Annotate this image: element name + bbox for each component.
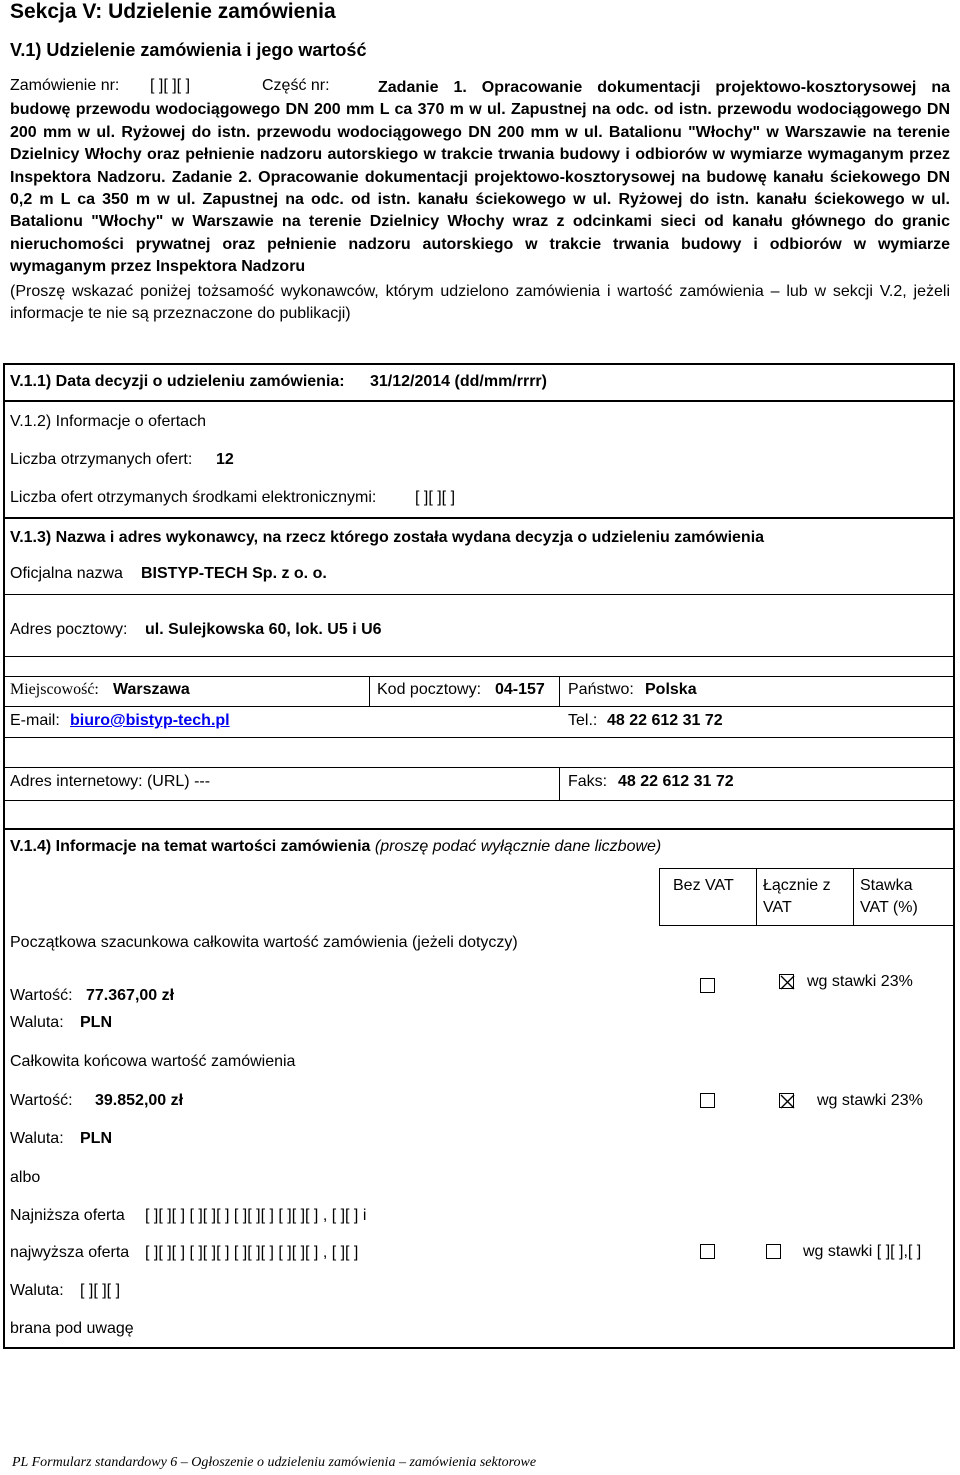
email-link[interactable]: biuro@bistyp-tech.pl (70, 712, 230, 729)
divider-city-postal (369, 676, 370, 707)
url-label: Adres internetowy: (URL) --- (10, 773, 211, 790)
v112-title: V.1.2) Informacje o ofertach (10, 413, 206, 430)
tel-value: 48 22 612 31 72 (607, 712, 723, 729)
postal-code-label: Kod pocztowy: (377, 681, 482, 698)
final-net-checkbox[interactable] (700, 1093, 715, 1108)
lowest-offer-label: Najniższa oferta (10, 1207, 125, 1224)
header-table-bottom (659, 925, 953, 926)
range-currency-value: [ ][ ][ ] (80, 1282, 121, 1299)
col-rate-header-2: VAT (%) (860, 899, 918, 916)
official-name-value: BISTYP-TECH Sp. z o. o. (141, 565, 327, 582)
box-left-border (3, 363, 5, 1349)
final-value-label: Wartość: (10, 1092, 73, 1109)
considered-label: brana pod uwagę (10, 1320, 134, 1337)
section-title: Sekcja V: Udzielenie zamówienia (10, 0, 336, 23)
final-currency-value: PLN (80, 1130, 112, 1147)
divider-email (3, 737, 955, 738)
fax-value: 48 22 612 31 72 (618, 773, 734, 790)
final-value-heading: Całkowita końcowa wartość zamówienia (10, 1053, 296, 1070)
initial-rate: wg stawki 23% (807, 973, 913, 990)
check-x-icon (780, 1094, 795, 1109)
range-net-checkbox[interactable] (700, 1244, 715, 1259)
final-gross-checkbox[interactable] (779, 1093, 794, 1108)
initial-currency-label: Waluta: (10, 1014, 64, 1031)
divider-url-bottom (3, 800, 955, 801)
subsection-title: V.1) Udzielenie zamówienia i jego wartość (10, 40, 367, 60)
col-gross-header-2: VAT (763, 899, 792, 916)
v111-value: 31/12/2014 (dd/mm/rrrr) (370, 373, 547, 390)
electronic-offers-label: Liczba ofert otrzymanych środkami elektronicznymi: (10, 489, 377, 506)
divider-postal-country (559, 676, 560, 707)
country-value: Polska (645, 681, 697, 698)
col-net-header: Bez VAT (673, 877, 734, 894)
tel-label: Tel.: (568, 712, 598, 729)
header-table-top (659, 868, 953, 869)
header-table-col2 (853, 868, 854, 926)
form-footer: PL Formularz standardowy 6 – Ogłoszenie o udzieleniu zamówienia – zamówienia sektorowe (12, 1455, 537, 1470)
order-description: Zadanie 1. Opracowanie dokumentacji projektowo-kosztorysowej na budowę przewodu wodociągowego DN 200 mm L ca 370 m w ul. Zapustnej na odc. od istn. przewodu wodociągowego DN 200 mm w ul. Ryżowej do istn. przewodu wodociągowego DN 200 mm w ul. Batalionu "Włochy" w Warszawie na terenie Dzielnicy Włochy oraz pełnienie nadzoru autorskiego w trakcie trwania budowy i odbiorów w wymiarze wymaganym przez Inspektora Nadzoru. Zadanie 2. Opracowanie dokumentacji projektowo-kosztorysowej na budowę kanału ściekowego DN 0,2 m L ca 350 m w ul. Zapustnej na odc. od istn. kanału ściekowego w ul. Ryżowej do istn. kanału ściekowego w ul. Batalionu "Włochy" w Warszawie na terenie Dzielnicy Włochy wraz z odcinkami sieci od kanału głównego do granic nieruchomości prywatnej oraz pełnienie nadzoru autorskiego w trakcie trwania budowy i odbiorów w wymiarze wymaganym przez Inspektora Nadzoru (10, 79, 950, 276)
address-value: ul. Sulejkowska 60, lok. U5 i U6 (145, 621, 382, 638)
initial-gross-checkbox[interactable] (779, 974, 794, 989)
address-label: Adres pocztowy: (10, 621, 128, 638)
highest-offer-value: [ ][ ][ ] [ ][ ][ ] [ ][ ][ ] [ ][ ][ ] , [ ][ ] (145, 1244, 359, 1261)
divider-v112 (3, 517, 955, 519)
or-label: albo (10, 1169, 41, 1186)
col-rate-header-1: Stawka (860, 877, 913, 894)
initial-net-checkbox[interactable] (700, 978, 715, 993)
postal-code-value: 04-157 (495, 681, 545, 698)
v111-label: V.1.1) Data decyzji o udzieleniu zamówienia: (10, 373, 345, 390)
divider-address (3, 656, 955, 657)
range-gross-checkbox[interactable] (766, 1244, 781, 1259)
divider-name (3, 594, 955, 595)
highest-offer-label: najwyższa oferta (10, 1244, 130, 1261)
city-value: Warszawa (113, 681, 190, 698)
fax-label: Faks: (568, 773, 608, 790)
box-right-border (953, 363, 955, 1349)
v114-title-note: (proszę podać wyłącznie dane liczbowe) (374, 838, 662, 855)
v114-title-row (10, 838, 661, 856)
divider-v111 (3, 400, 955, 402)
initial-currency-value: PLN (80, 1014, 112, 1031)
box-top-border (3, 363, 955, 365)
order-nr-value: [ ][ ][ ] (150, 77, 191, 94)
initial-value-label: Wartość: (10, 987, 73, 1004)
initial-value-heading: Początkowa szacunkowa całkowita wartość zamówienia (jeżeli dotyczy) (10, 934, 518, 951)
divider-city-top (3, 676, 955, 677)
electronic-offers-value: [ ][ ][ ] (415, 489, 456, 506)
order-note: (Proszę wskazać poniżej tożsamość wykonawców, którym udzielono zamówienia i wartość zamówienia – lub w sekcji V.2, jeżeli informacje te nie są przeznaczone do publikacji) (10, 283, 950, 323)
v114-title: V.1.4) Informacje na temat wartości zamówienia (10, 838, 371, 855)
range-currency-label: Waluta: (10, 1282, 64, 1299)
header-table-col1 (756, 868, 757, 926)
country-label: Państwo: (568, 681, 634, 698)
final-currency-label: Waluta: (10, 1130, 64, 1147)
divider-url-fax (559, 767, 560, 801)
divider-v113 (3, 828, 955, 830)
col-gross-header-1: Łącznie z (763, 877, 831, 894)
order-nr-label: Zamówienie nr: (10, 77, 120, 94)
order-part-label: Część nr: (262, 77, 330, 94)
header-table-left (659, 868, 660, 926)
range-rate: wg stawki [ ][ ],[ ] (803, 1243, 922, 1260)
check-x-icon (780, 975, 795, 990)
final-value-amount: 39.852,00 zł (95, 1092, 184, 1109)
divider-city-bottom (3, 706, 955, 707)
box-bottom-border (3, 1347, 955, 1349)
v113-title: V.1.3) Nazwa i adres wykonawcy, na rzecz którego została wydana decyzja o udzieleniu zamówienia (10, 529, 765, 546)
initial-value-amount: 77.367,00 zł (86, 987, 175, 1004)
email-label: E-mail: (10, 712, 60, 729)
lowest-offer-value: [ ][ ][ ] [ ][ ][ ] [ ][ ][ ] [ ][ ][ ] , [ ][ ] i (145, 1207, 367, 1224)
final-rate: wg stawki 23% (817, 1092, 923, 1109)
city-label: Miejscowość: (10, 681, 99, 698)
offers-label: Liczba otrzymanych ofert: (10, 451, 193, 468)
divider-url-top (3, 767, 955, 768)
official-name-label: Oficjalna nazwa (10, 565, 123, 582)
offers-value: 12 (216, 451, 234, 468)
